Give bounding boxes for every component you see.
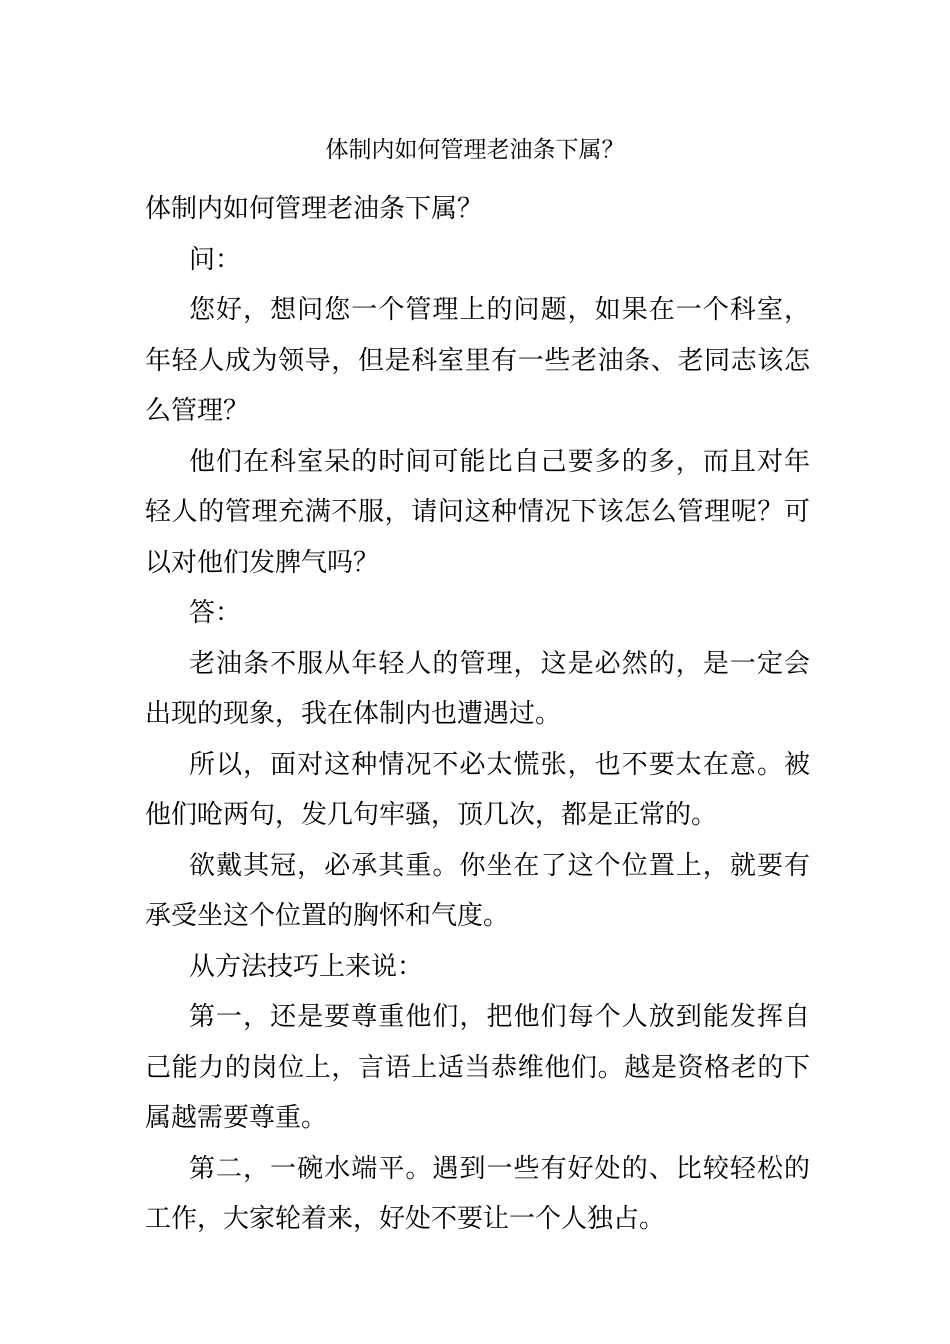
answer-label: 答： — [189, 598, 242, 628]
question-paragraph-1: 您好，想问您一个管理上的问题，如果在一个科室，年轻人成为领导，但是科室里有一些老油条、老同志该怎么管理？ — [145, 295, 810, 426]
document-body — [145, 184, 810, 1245]
document-title: 体制内如何管理老油条下属？ — [325, 137, 625, 163]
method-point-1: 第一，还是要尊重他们，把他们每个人放到能发挥自己能力的岗位上，言语上适当恭维他们。越是资格老的下属越需要尊重。 — [145, 1002, 810, 1133]
question-paragraph-2: 他们在科室呆的时间可能比自己要多的多，而且对年轻人的管理充满不服，请问这种情况下该怎么管理呢？可以对他们发脾气吗？ — [145, 446, 810, 578]
answer-paragraph-3: 欲戴其冠，必承其重。你坐在了这个位置上，就要有承受坐这个位置的胸怀和气度。 — [145, 850, 810, 931]
answer-paragraph-1: 老油条不服从年轻人的管理，这是必然的，是一定会出现的现象，我在体制内也遭遇过。 — [145, 648, 810, 729]
method-intro: 从方法技巧上来说： — [189, 951, 424, 982]
question-label: 问： — [189, 244, 242, 275]
answer-paragraph-2: 所以，面对这种情况不必太慌张，也不要太在意。被他们呛两句，发几句牢骚，顶几次，都是正常的。 — [145, 749, 810, 830]
method-point-2: 第二，一碗水端平。遇到一些有好处的、比较轻松的工作，大家轮着来，好处不要让一个人独占。 — [145, 1153, 810, 1234]
heading-paragraph: 体制内如何管理老油条下属？ — [145, 194, 484, 224]
